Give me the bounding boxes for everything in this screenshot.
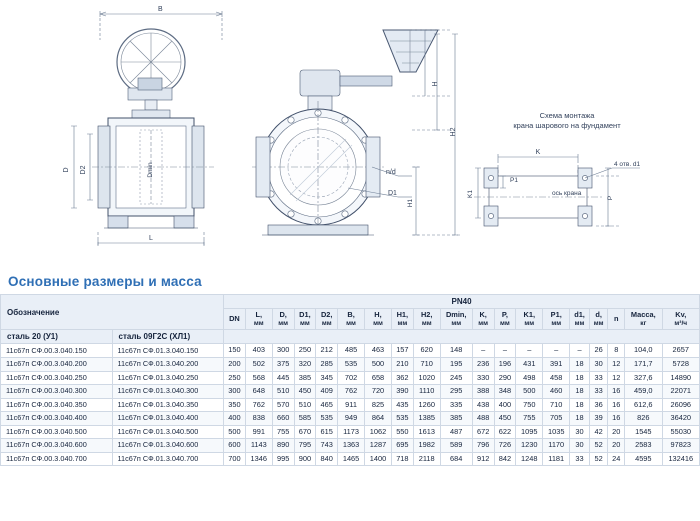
- spec-table-head: [1, 295, 700, 344]
- cell-code09: 11с67п СФ.01.3.040.600: [112, 439, 224, 453]
- cell-d1hole: 30: [570, 425, 590, 439]
- cell-p: 290: [494, 371, 516, 385]
- header-row-group: [1, 295, 700, 309]
- header-col-n: n: [608, 309, 625, 330]
- header-col-k: K, мм: [472, 309, 494, 330]
- cell-k1: 431: [516, 357, 543, 371]
- cell-n: 16: [608, 398, 625, 412]
- cell-d1hole: –: [570, 344, 590, 358]
- cell-kv: 55030: [662, 425, 699, 439]
- cell-k: 330: [472, 371, 494, 385]
- cell-k: 796: [472, 439, 494, 453]
- cell-mass: 171,7: [625, 357, 662, 371]
- cell-h: 1062: [365, 425, 392, 439]
- cell-dn: 700: [224, 452, 246, 466]
- cell-dhole: 30: [589, 357, 608, 371]
- cell-dmin: 335: [440, 398, 472, 412]
- cell-h: 463: [365, 344, 392, 358]
- cell-code20: 11с67п СФ.00.3.040.400: [1, 412, 113, 426]
- cell-dmin: 148: [440, 344, 472, 358]
- cell-code09: 11с67п СФ.01.3.040.300: [112, 385, 224, 399]
- header-col-h2: H2, мм: [413, 309, 440, 330]
- cell-b: 762: [338, 385, 365, 399]
- dim-P: P: [607, 195, 614, 201]
- header-col-l: L, мм: [245, 309, 272, 330]
- cell-h1: 718: [391, 452, 413, 466]
- header-col-p1: P1, мм: [543, 309, 570, 330]
- cell-h1: 695: [391, 439, 413, 453]
- cell-code09: 11с67п СФ.01.3.040.400: [112, 412, 224, 426]
- table-row: [1, 398, 700, 412]
- cell-d1: 385: [294, 371, 316, 385]
- cell-l: 1143: [245, 439, 272, 453]
- header-col-h: H, мм: [365, 309, 392, 330]
- label-4-holes: 4 отв. d1: [614, 161, 641, 168]
- cell-h1: 362: [391, 371, 413, 385]
- cell-h1: 390: [391, 385, 413, 399]
- cell-p: 348: [494, 385, 516, 399]
- cell-k: 912: [472, 452, 494, 466]
- header-pn: PN40: [224, 295, 700, 309]
- cell-d1hole: 18: [570, 357, 590, 371]
- cell-code09: 11с67п СФ.01.3.040.200: [112, 357, 224, 371]
- cell-n: 16: [608, 412, 625, 426]
- header-col-dn: DN: [224, 309, 246, 330]
- cell-l: 502: [245, 357, 272, 371]
- cell-h2: 1613: [413, 425, 440, 439]
- cell-h2: 2118: [413, 452, 440, 466]
- cell-h2: 1020: [413, 371, 440, 385]
- cell-code09: 11с67п СФ.01.3.040.150: [112, 344, 224, 358]
- cell-k: 236: [472, 357, 494, 371]
- header-col-kv: Kv, м³/ч: [662, 309, 699, 330]
- dim-B-left: B: [158, 6, 163, 13]
- cell-code09: 11с67п СФ.01.3.040.700: [112, 452, 224, 466]
- cell-d1: 900: [294, 452, 316, 466]
- cell-d2: 535: [316, 412, 338, 426]
- cell-l: 568: [245, 371, 272, 385]
- dim-H2: H2: [450, 127, 457, 137]
- cell-k1: 1230: [516, 439, 543, 453]
- cell-b: 702: [338, 371, 365, 385]
- cell-dhole: 33: [589, 385, 608, 399]
- cell-mass: 2583: [625, 439, 662, 453]
- cell-h: 825: [365, 398, 392, 412]
- cell-b: 1465: [338, 452, 365, 466]
- cell-d: 445: [272, 371, 294, 385]
- cell-k: 388: [472, 385, 494, 399]
- cell-kv: 26096: [662, 398, 699, 412]
- cell-dhole: 42: [589, 425, 608, 439]
- cell-mass: 1545: [625, 425, 662, 439]
- spec-table-body: [1, 344, 700, 466]
- cell-code09: 11с67п СФ.01.3.040.250: [112, 371, 224, 385]
- cell-mass: 104,0: [625, 344, 662, 358]
- cell-b: 911: [338, 398, 365, 412]
- cell-n: 24: [608, 452, 625, 466]
- dim-H: H: [432, 81, 439, 87]
- cell-dhole: 52: [589, 452, 608, 466]
- cell-h: 864: [365, 412, 392, 426]
- cell-d2: 212: [316, 344, 338, 358]
- dim-D2-left: D2: [80, 165, 87, 175]
- header-spacer: [224, 330, 700, 344]
- cell-dhole: 52: [589, 439, 608, 453]
- spec-table-section: [0, 272, 700, 466]
- cell-p1: 1170: [543, 439, 570, 453]
- cell-p: 450: [494, 412, 516, 426]
- cell-p: 622: [494, 425, 516, 439]
- cell-k1: 500: [516, 385, 543, 399]
- header-col-mass: Масса, кг: [625, 309, 662, 330]
- cell-p1: 391: [543, 357, 570, 371]
- cell-k1: 755: [516, 412, 543, 426]
- cell-dn: 200: [224, 357, 246, 371]
- cell-d: 570: [272, 398, 294, 412]
- cell-h: 1400: [365, 452, 392, 466]
- cell-dn: 250: [224, 371, 246, 385]
- cell-k: 672: [472, 425, 494, 439]
- cell-n: 20: [608, 425, 625, 439]
- table-row: [1, 439, 700, 453]
- cell-h1: 535: [391, 412, 413, 426]
- cell-code20: 11с67п СФ.00.3.040.350: [1, 398, 113, 412]
- scheme-title-line1: Схема монтажа: [539, 111, 595, 120]
- cell-d: 300: [272, 344, 294, 358]
- table-row: [1, 357, 700, 371]
- cell-n: 8: [608, 344, 625, 358]
- cell-dn: 400: [224, 412, 246, 426]
- cell-h1: 157: [391, 344, 413, 358]
- table-row: [1, 371, 700, 385]
- header-steel-20: сталь 20 (У1): [1, 330, 113, 344]
- cell-kv: 132416: [662, 452, 699, 466]
- cell-n: 12: [608, 371, 625, 385]
- cell-d: 375: [272, 357, 294, 371]
- cell-p: 842: [494, 452, 516, 466]
- cell-dn: 600: [224, 439, 246, 453]
- cell-d1: 320: [294, 357, 316, 371]
- cell-d1hole: 33: [570, 452, 590, 466]
- cell-h1: 435: [391, 398, 413, 412]
- cell-p1: 458: [543, 371, 570, 385]
- header-col-k1: K1, мм: [516, 309, 543, 330]
- cell-h2: 710: [413, 357, 440, 371]
- cell-l: 762: [245, 398, 272, 412]
- cell-d2: 465: [316, 398, 338, 412]
- cell-dmin: 295: [440, 385, 472, 399]
- header-col-dmin: Dmin, мм: [440, 309, 472, 330]
- cell-d: 660: [272, 412, 294, 426]
- cell-l: 648: [245, 385, 272, 399]
- cell-d2: 615: [316, 425, 338, 439]
- cell-code20: 11с67п СФ.00.3.040.300: [1, 385, 113, 399]
- cell-b: 485: [338, 344, 365, 358]
- cell-h2: 1260: [413, 398, 440, 412]
- table-row: [1, 385, 700, 399]
- dim-n-d: n/d: [386, 169, 396, 176]
- cell-d: 995: [272, 452, 294, 466]
- header-col-d1hole: d1, мм: [570, 309, 590, 330]
- scheme-title-line2: крана шарового на фундамент: [513, 121, 621, 130]
- cell-p1: 1181: [543, 452, 570, 466]
- cell-dmin: 245: [440, 371, 472, 385]
- cell-d: 755: [272, 425, 294, 439]
- section-title: Основные размеры и масса: [8, 274, 202, 289]
- cell-k1: 1095: [516, 425, 543, 439]
- table-row: [1, 452, 700, 466]
- cell-dn: 300: [224, 385, 246, 399]
- cell-mass: 826: [625, 412, 662, 426]
- cell-n: 12: [608, 357, 625, 371]
- cell-k1: –: [516, 344, 543, 358]
- cell-dmin: 385: [440, 412, 472, 426]
- cell-l: 403: [245, 344, 272, 358]
- cell-h1: 210: [391, 357, 413, 371]
- cell-h2: 620: [413, 344, 440, 358]
- cell-code09: 11с67п СФ.01.3.040.350: [112, 398, 224, 412]
- cell-code20: 11с67п СФ.00.3.040.600: [1, 439, 113, 453]
- dim-L-left: L: [149, 235, 153, 242]
- cell-dhole: 33: [589, 371, 608, 385]
- cell-dn: 350: [224, 398, 246, 412]
- cell-d2: 409: [316, 385, 338, 399]
- cell-p: 726: [494, 439, 516, 453]
- cell-d: 890: [272, 439, 294, 453]
- cell-h: 500: [365, 357, 392, 371]
- cell-mass: 612,6: [625, 398, 662, 412]
- cell-code20: 11с67п СФ.00.3.040.150: [1, 344, 113, 358]
- dim-H1: H1: [407, 198, 414, 208]
- cell-p1: 710: [543, 398, 570, 412]
- cell-kv: 22071: [662, 385, 699, 399]
- cell-l: 838: [245, 412, 272, 426]
- cell-kv: 2657: [662, 344, 699, 358]
- cell-k1: 498: [516, 371, 543, 385]
- header-col-d2: D2, мм: [316, 309, 338, 330]
- cell-b: 1363: [338, 439, 365, 453]
- cell-p1: –: [543, 344, 570, 358]
- header-steel-09g2s: сталь 09Г2С (ХЛ1): [112, 330, 224, 344]
- cell-d2: 285: [316, 357, 338, 371]
- cell-d1: 510: [294, 398, 316, 412]
- cell-n: 16: [608, 385, 625, 399]
- cell-dhole: 36: [589, 398, 608, 412]
- cell-dmin: 589: [440, 439, 472, 453]
- cell-kv: 97823: [662, 439, 699, 453]
- header-col-d: D, мм: [272, 309, 294, 330]
- cell-d2: 345: [316, 371, 338, 385]
- dim-K: K: [535, 149, 541, 156]
- cell-d1hole: 18: [570, 398, 590, 412]
- cell-h2: 1385: [413, 412, 440, 426]
- cell-dmin: 195: [440, 357, 472, 371]
- cell-p: 400: [494, 398, 516, 412]
- cell-p: 196: [494, 357, 516, 371]
- dim-D1: D1: [388, 190, 397, 197]
- label-axis: ось крана: [552, 190, 582, 197]
- cell-dmin: 684: [440, 452, 472, 466]
- cell-p1: 460: [543, 385, 570, 399]
- cell-d1hole: 18: [570, 371, 590, 385]
- dim-K1: K1: [467, 190, 474, 198]
- cell-dn: 500: [224, 425, 246, 439]
- cell-d1hole: 30: [570, 439, 590, 453]
- cell-k: 438: [472, 398, 494, 412]
- cell-kv: 5728: [662, 357, 699, 371]
- cell-h: 720: [365, 385, 392, 399]
- cell-d1: 450: [294, 385, 316, 399]
- cell-h2: 1110: [413, 385, 440, 399]
- dim-D-left: D: [63, 167, 70, 173]
- cell-p1: 705: [543, 412, 570, 426]
- cell-d1: 585: [294, 412, 316, 426]
- cell-mass: 4595: [625, 452, 662, 466]
- cell-h: 658: [365, 371, 392, 385]
- cell-kv: 36420: [662, 412, 699, 426]
- cell-l: 991: [245, 425, 272, 439]
- cell-h: 1287: [365, 439, 392, 453]
- spec-table: [0, 294, 700, 466]
- cell-kv: 14890: [662, 371, 699, 385]
- cell-code20: 11с67п СФ.00.3.040.500: [1, 425, 113, 439]
- header-col-d1: D1, мм: [294, 309, 316, 330]
- cell-p1: 1035: [543, 425, 570, 439]
- cell-b: 949: [338, 412, 365, 426]
- cell-d1: 250: [294, 344, 316, 358]
- cell-dhole: 26: [589, 344, 608, 358]
- cell-code20: 11с67п СФ.00.3.040.200: [1, 357, 113, 371]
- cell-d1hole: 18: [570, 412, 590, 426]
- cell-h1: 550: [391, 425, 413, 439]
- cell-d2: 743: [316, 439, 338, 453]
- cell-n: 20: [608, 439, 625, 453]
- cell-code20: 11с67п СФ.00.3.040.250: [1, 371, 113, 385]
- cell-d1: 795: [294, 439, 316, 453]
- cell-k1: 750: [516, 398, 543, 412]
- header-col-dhole: d, мм: [589, 309, 608, 330]
- cell-k: 488: [472, 412, 494, 426]
- dim-P1: P1: [510, 177, 518, 184]
- cell-mass: 327,6: [625, 371, 662, 385]
- header-col-b: B, мм: [338, 309, 365, 330]
- cell-dn: 150: [224, 344, 246, 358]
- cell-p: –: [494, 344, 516, 358]
- header-col-h1: H1, мм: [391, 309, 413, 330]
- cell-b: 1173: [338, 425, 365, 439]
- table-row: [1, 425, 700, 439]
- cell-code20: 11с67п СФ.00.3.040.700: [1, 452, 113, 466]
- cell-dmin: 487: [440, 425, 472, 439]
- cell-dhole: 39: [589, 412, 608, 426]
- cell-k: –: [472, 344, 494, 358]
- table-row: [1, 412, 700, 426]
- header-designation: Обозначение: [1, 295, 224, 330]
- table-row: [1, 344, 700, 358]
- cell-d2: 840: [316, 452, 338, 466]
- header-col-p: P, мм: [494, 309, 516, 330]
- cell-k1: 1248: [516, 452, 543, 466]
- cell-b: 535: [338, 357, 365, 371]
- cell-mass: 459,0: [625, 385, 662, 399]
- cell-l: 1346: [245, 452, 272, 466]
- cell-code09: 11с67п СФ.01.3.040.500: [112, 425, 224, 439]
- cell-d: 510: [272, 385, 294, 399]
- cell-d1: 670: [294, 425, 316, 439]
- cell-d1hole: 18: [570, 385, 590, 399]
- dim-Dmin-left: Dmin: [147, 162, 154, 178]
- header-row-steels: [1, 330, 700, 344]
- cell-h2: 1982: [413, 439, 440, 453]
